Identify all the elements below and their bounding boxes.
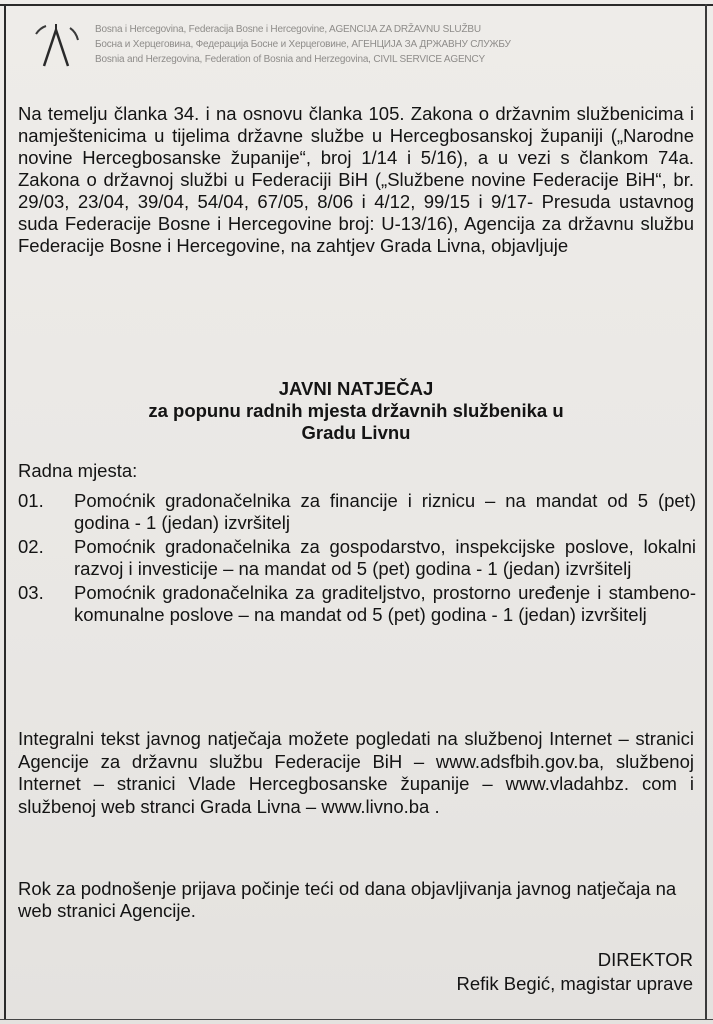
list-item [18, 582, 696, 626]
notice-title [18, 378, 694, 444]
list-item [18, 490, 696, 534]
positions-list [18, 490, 696, 628]
positions-label: Radna mjesta: [18, 460, 138, 481]
integral-text-paragraph: Integralni tekst javnog natječaja možete pogledati na službenoj Internet – stranici Agencije za državnu službu Federacije BiH – www.adsfbih.gov.ba, službenoj Internet – stranici Vlade Hercegbosanske županije – www.vladahbz. com i službenoj web stranci Grada Livna – www.livno.ba . [18, 728, 694, 817]
position-text: Pomoćnik gradonačelnika za financije i riznicu – na mandat od 5 (pet) godina - 1 (jedan) izvršitelj [74, 490, 696, 533]
list-item [18, 536, 696, 580]
signature-role: DIREKTOR [597, 949, 693, 970]
right-border [705, 4, 707, 1020]
top-border [0, 4, 713, 6]
agency-header [95, 22, 615, 67]
agency-logo-icon [30, 22, 82, 72]
title-line-2: za popunu radnih mjesta državnih službenika u [148, 400, 564, 421]
position-number: 01. [18, 490, 44, 511]
signature-name: Refik Begić, magistar uprave [456, 973, 693, 994]
position-number: 02. [18, 536, 44, 557]
left-border [4, 4, 6, 1020]
header-line-sr: Босна и Херцеговина, Федерација Босне и Херцеговине, АГЕНЦИЈА ЗА ДРЖАВНУ СЛУЖБУ [95, 39, 511, 50]
position-text: Pomoćnik gradonačelnika za graditeljstvo, prostorno uređenje i stambeno-komunalne poslove – na mandat od 5 (pet) godina - 1 (jedan) izvršitelj [74, 582, 696, 625]
title-line-1: JAVNI NATJEČAJ [278, 378, 434, 399]
intro-paragraph: Na temelju članka 34. i na osnovu članka 105. Zakona o državnim službenicima i namještenicima u tijelima državne službe u Hercegbosanskoj županiji („Narodne novine Hercegbosanske županije“, broj 1/14 i 5/16), a u vezi s člankom 74a. Zakona o državnoj službi u Federaciji BiH („Službene novine Federacije BiH“, br. 29/03, 23/04, 39/04, 54/04, 67/05, 8/06 i 4/12, 99/15 i 9/17- Presuda ustavnog suda Federacije Bosne i Hercegovine broj: U-13/16), Agencija za državnu službu Federacije Bosne i Hercegovine, na zahtjev Grada Livna, objavljuje [18, 103, 694, 256]
deadline-paragraph: Rok za podnošenje prijava počinje teći od dana objavljivanja javnog natječaja na web stranici Agencije. [18, 878, 677, 921]
signature-block [457, 948, 694, 996]
position-number: 03. [18, 582, 44, 603]
bottom-border [0, 1019, 713, 1020]
title-line-3: Gradu Livnu [301, 422, 411, 443]
header-line-en: Bosnia and Herzegovina, Federation of Bosnia and Herzegovina, CIVIL SERVICE AGENCY [95, 54, 485, 65]
header-line-bs: Bosna i Hercegovina, Federacija Bosne i Hercegovine, AGENCIJA ZA DRŽAVNU SLUŽBU [95, 24, 481, 35]
position-text: Pomoćnik gradonačelnika za gospodarstvo, inspekcijske poslove, lokalni razvoj i investicije – na mandat od 5 (pet) godina - 1 (jedan) izvršitelj [74, 536, 696, 579]
